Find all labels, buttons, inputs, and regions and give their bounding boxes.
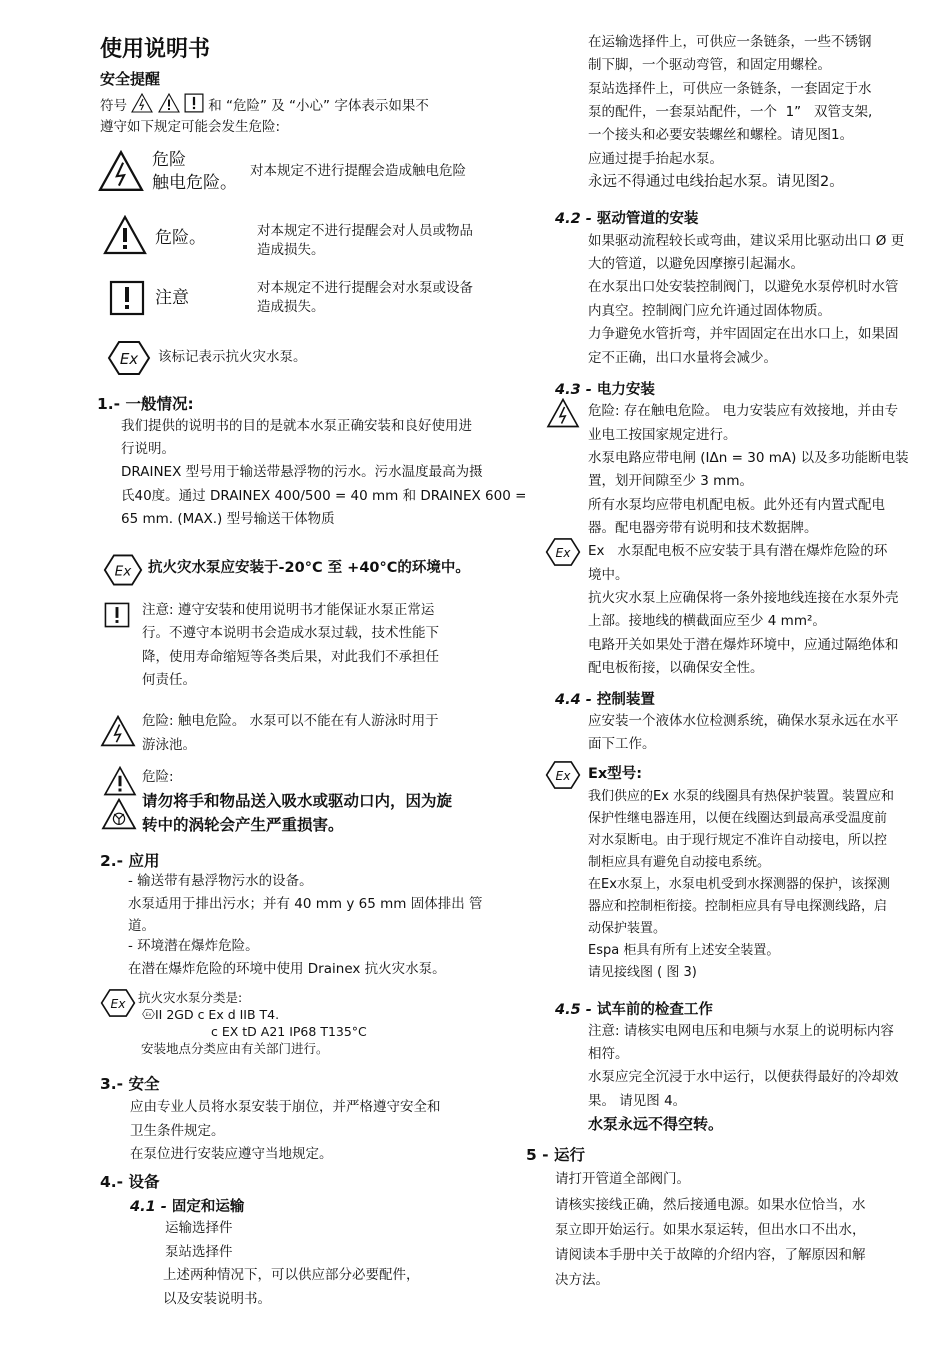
subsection-title: 驱动管道的安装 [596, 211, 699, 227]
danger-triangle-icon [103, 766, 137, 796]
s2-line: 道。 [128, 918, 155, 934]
s44-line: 应安装一个液体水位检测系统，确保水泵永远在水平 [588, 713, 899, 729]
section-3-heading: 3.- 安全 [100, 1075, 160, 1093]
s43-line: Ex 水泵配电板不应安装于具有潜在爆炸危险的环 [588, 543, 888, 559]
warn1-label-1: 危险 [152, 150, 186, 170]
ex-line: Espa 柜具有所有上述安全装置。 [588, 943, 780, 958]
s1-line: 行说明。 [121, 441, 175, 457]
ex-note: 该标记表示抗火灾水泵。 [158, 349, 307, 365]
s43-line: 电路开关如果处于潜在爆炸环境中，应通过隔绝体和 [588, 637, 899, 653]
s44-line: 面下工作。 [588, 736, 656, 752]
r-line: 在运输选择件上，可供应一条链条，一些不锈钢 [588, 34, 872, 50]
s45-line: 相符。 [588, 1046, 629, 1062]
attention-box-icon [109, 280, 145, 316]
r-line: 应通过提手抬起水泵。 [588, 151, 723, 167]
subsection-4-3-heading [555, 378, 655, 399]
s5-line: 请阅读本手册中关于故障的介绍内容，了解原因和解 [555, 1247, 866, 1263]
s43-line: 抗火灾水泵上应确保将一条外接地线连接在水泵外壳 [588, 590, 899, 606]
ex-icon [545, 760, 581, 790]
s3-line: 卫生条件规定。 [130, 1123, 225, 1139]
ex-model-heading: Ex型号: [588, 766, 643, 782]
s43-line: 所有水泵均应带电机配电板。此外还有内置式配电 [588, 497, 885, 513]
subsection-title: 固定和运输 [171, 1199, 245, 1215]
electric-warning-icon [100, 715, 136, 747]
ex-line: 在Ex水泵上，水泵电机受到水探测器的保护，该探测 [588, 877, 890, 892]
attention-box-icon [184, 93, 204, 113]
warn3-text-2: 造成损失。 [257, 299, 325, 315]
s42-line: 大的管道，以避免因摩擦引起漏水。 [588, 256, 804, 272]
s43-line: 境中。 [588, 567, 629, 583]
classification-line: c EX tD A21 IP68 T135°C [211, 1024, 367, 1039]
r-line: 永远不得通过电线抬起水泵。请见图2。 [588, 174, 844, 190]
s45-line: 注意: 请核实电网电压和电频与水泵上的说明标内容 [588, 1023, 894, 1039]
ex-icon [107, 340, 151, 376]
ex-line: 动保护装置。 [588, 921, 667, 936]
subsection-title: 控制装置 [596, 692, 655, 708]
attention-box-icon [104, 602, 130, 628]
ex-line: 对水泵断电。由于现行规定不准许自动接电，所以控 [588, 833, 888, 848]
subsection-4-1-heading [130, 1195, 244, 1216]
s41-line: 泵站选择件 [165, 1244, 233, 1260]
warn1-label-2: 触电危险。 [152, 173, 237, 193]
ex-temperature-note: 抗火灾水泵应安装于-20°C 至 +40°C的环境中。 [148, 560, 470, 576]
section-5-heading: 5 - 运行 [526, 1146, 586, 1164]
s5-line: 请核实接线正确，然后接通电源。如果水位恰当，水 [555, 1197, 866, 1213]
subsection-number: 4.1 - [130, 1199, 167, 1215]
ex-mark-icon [142, 1008, 155, 1020]
s43-line: 危险: 存在触电危险。 电力安装应有效接地，并由专 [588, 403, 899, 419]
s1-line: 我们提供的说明书的目的是就本水泵正确安装和良好使用进 [121, 418, 472, 434]
s5-line: 泵立即开始运行。如果水泵运转，但出水口不出水， [555, 1222, 866, 1238]
s3-line: 在泵位进行安装应遵守当地规定。 [130, 1146, 333, 1162]
rotating-impeller-warning-icon [101, 798, 137, 830]
s43-line: 业电工按国家规定进行。 [588, 427, 737, 443]
subsection-number: 4.4 - [555, 692, 592, 708]
s45-line: 水泵永远不得空转。 [588, 1115, 724, 1133]
r-line: 一个接头和必要安装螺丝和螺栓。请见图1。 [588, 127, 854, 143]
s43-line: 上部。接地线的横截面应至少 4 mm²。 [588, 613, 826, 629]
symbol-intro [100, 93, 429, 118]
electric-warning-icon [131, 93, 153, 113]
s3-line: 应由专业人员将水泵安装于崩位，并严格遵守安全和 [130, 1099, 441, 1115]
subsection-number: 4.3 - [555, 382, 592, 398]
s43-line: 器。配电器旁带有说明和技术数据牌。 [588, 520, 818, 536]
ex-line: 保护性继电器连用，以便在线圈达到最高承受温度前 [588, 811, 888, 826]
rotor-warning-line: 转中的涡轮会产生严重损害。 [142, 816, 344, 834]
s1-line: DRAINEX 型号用于输送带悬浮物的污水。污水温度最高为摄 [121, 464, 483, 480]
r-line: 泵的配件，一套泵站配件，一个 1” 双管支架, [588, 104, 873, 120]
attention-line: 何责任。 [142, 672, 196, 688]
classification-line: 安装地点分类应由有关部门进行。 [141, 1041, 329, 1056]
s42-line: 定不正确，出口水量将会减少。 [588, 350, 777, 366]
subsection-title: 电力安装 [596, 382, 655, 398]
danger-label: 危险: [142, 769, 174, 785]
section-1-heading: 1.- 一般情况: [97, 395, 194, 413]
r-line: 泵站选择件上，可供应一条链条，一套固定于水 [588, 81, 872, 97]
electric-warning-icon [546, 398, 580, 428]
attention-line: 行。不遵守本说明书会造成水泵过载，技术性能下 [142, 625, 439, 641]
warn3-label: 注意 [155, 288, 189, 308]
s42-line: 内真空。控制阀门应允许通过固体物质。 [588, 303, 831, 319]
rotor-warning-line: 请勿将手和物品送入吸水或驱动口内，因为旋 [142, 792, 453, 810]
classification-code-1: II 2GD c Ex d IIB T4. [155, 1007, 280, 1022]
s5-line: 决方法。 [555, 1272, 609, 1288]
attention-line: 注意: 遵守安装和使用说明书才能保证水泵正常运 [142, 602, 435, 618]
warn2-label: 危险。 [155, 228, 206, 248]
subsection-number: 4.2 - [555, 211, 592, 227]
subsection-4-2-heading [555, 207, 698, 228]
s41-line: 运输选择件 [165, 1220, 233, 1236]
s42-line: 如果驱动流程较长或弯曲，建议采用比驱动出口 Ø 更 [588, 233, 905, 249]
symbol-intro-1: 符号 [100, 98, 127, 114]
classification-line: 抗火灾水泵分类是: [138, 990, 243, 1005]
r-line: 制下脚，一个驱动弯管，和固定用螺栓。 [588, 57, 831, 73]
ex-line: 我们供应的Ex 水泵的线圈具有热保护装置。装置应和 [588, 789, 895, 804]
ex-line: 器应和控制柜衔接。控制柜应具有导电探测线路，启 [588, 899, 888, 914]
subsection-4-5-heading [555, 998, 713, 1019]
s45-line: 水泵应完全沉浸于水中运行，以便获得最好的冷却效 [588, 1069, 899, 1085]
s45-line: 果。 请见图 4。 [588, 1093, 687, 1109]
s1-line: 65 mm. (MAX.) 型号输送干体物质 [121, 511, 335, 527]
s1-line: 氏40度。通过 DRAINEX 400/500 = 40 mm 和 DRAINEX 600 = [121, 488, 527, 504]
s41-line: 上述两种情况下，可以供应部分必要配件， [163, 1267, 420, 1283]
s2-line: 在潜在爆炸危险的环境中使用 Drainex 抗火灾水泵。 [128, 961, 446, 977]
s2-line: 水泵适用于排出污水；并有 40 mm y 65 mm 固体排出 管 [128, 896, 483, 912]
danger-triangle-icon [103, 215, 147, 255]
page-title: 使用说明书 [100, 37, 211, 62]
s41-line: 以及安装说明书。 [163, 1291, 271, 1307]
s43-line: 配电板衔接，以确保安全性。 [588, 660, 764, 676]
s43-line: 水泵电路应带电闸 (IΔn = 30 mA) 以及多功能断电装 [588, 450, 909, 466]
electric-warning-icon [98, 150, 144, 192]
warn3-text-1: 对本规定不进行提醒会对水泵或设备 [257, 280, 473, 296]
s5-line: 请打开管道全部阀门。 [555, 1171, 690, 1187]
danger-triangle-icon [158, 93, 180, 113]
subsection-4-4-heading [555, 688, 655, 709]
ex-icon [100, 988, 136, 1018]
safety-heading: 安全提醒 [100, 70, 161, 88]
ex-icon [545, 537, 581, 567]
ex-icon [103, 553, 143, 587]
symbol-intro-2: 和 “危险” 及 “小心” 字体表示如果不 [208, 98, 429, 114]
s42-line: 在水泵出口处安装控制阀门，以避免水泵停机时水管 [588, 279, 899, 295]
classification-line [142, 1006, 279, 1023]
warn2-text-1: 对本规定不进行提醒会对人员或物品 [257, 223, 473, 239]
s2-line: - 环境潜在爆炸危险。 [128, 938, 259, 954]
attention-line: 降，使用寿命缩短等各类后果，对此我们不承担任 [142, 649, 439, 665]
symbol-intro-3: 遵守如下规定可能会发生危险: [100, 119, 281, 135]
ex-line: 请见接线图 ( 图 3) [588, 965, 697, 980]
s42-line: 力争避免水管折弯，并牢固固定在出水口上，如果固 [588, 326, 899, 342]
ex-line: 制柜应具有避免自动接电系统。 [588, 855, 771, 870]
s2-line: - 输送带有悬浮物污水的设备。 [128, 873, 313, 889]
subsection-title: 试车前的检查工作 [596, 1002, 713, 1018]
subsection-number: 4.5 - [555, 1002, 592, 1018]
section-2-heading: 2.- 应用 [100, 852, 160, 870]
warn1-text: 对本规定不进行提醒会造成触电危险 [250, 163, 466, 179]
s43-line: 置，划开间隙至少 3 mm。 [588, 473, 753, 489]
pool-warning-line: 游泳池。 [142, 737, 196, 753]
section-4-heading: 4.- 设备 [100, 1173, 160, 1191]
pool-warning-line: 危险: 触电危险。 水泵可以不能在有人游泳时用于 [142, 713, 439, 729]
warn2-text-2: 造成损失。 [257, 242, 325, 258]
